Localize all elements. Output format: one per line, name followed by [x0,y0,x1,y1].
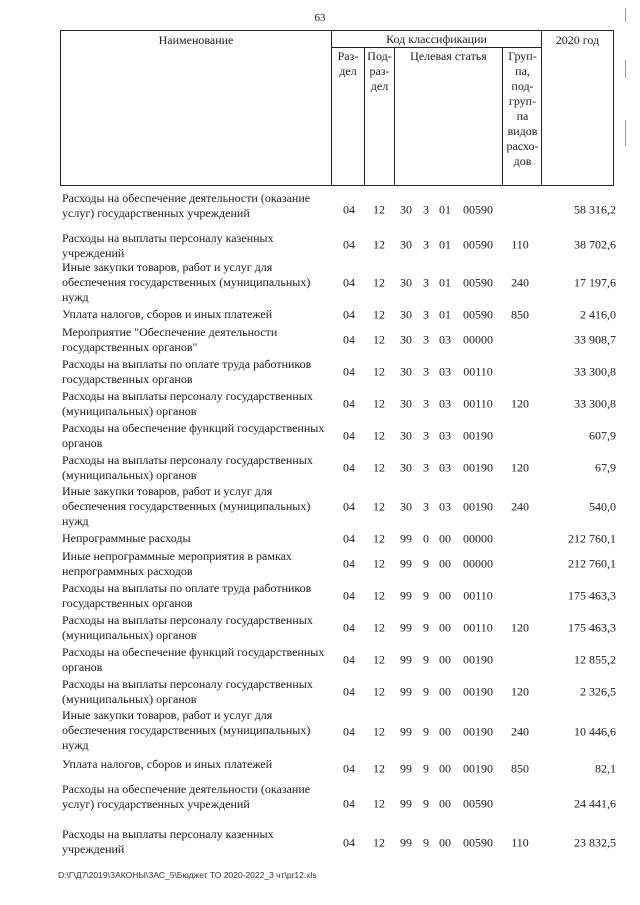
row-code-cs1: 30 [400,364,412,379]
row-code-cs1: 99 [400,588,412,603]
row-code-cs2: 9 [423,588,429,603]
row-amount: 67,9 [595,460,616,475]
row-code-cs3: 03 [439,332,451,347]
row-code-rz: 04 [343,499,355,514]
row-code-cs1: 99 [400,556,412,571]
table-row [60,826,616,860]
row-code-cs4: 00590 [463,237,493,252]
row-code-cs4: 00000 [463,332,493,347]
row-code-cs1: 30 [400,332,412,347]
row-code-cs3: 03 [439,460,451,475]
row-name: Иные закупки товаров, работ и услуг для обеспечения государственных (муниципальных) нужд [62,708,311,752]
row-code-rz: 04 [343,307,355,322]
row-code-cs3: 00 [439,796,451,811]
row-code-cs4: 00590 [463,796,493,811]
row-code-rz: 04 [343,588,355,603]
row-name: Расходы на выплаты персоналу государственных (муниципальных) органов [62,453,313,482]
row-amount: 23 832,5 [574,835,616,850]
row-code-cs3: 00 [439,835,451,850]
row-code-cs1: 99 [400,684,412,699]
row-code-cs3: 01 [439,202,451,217]
table-row [60,190,616,230]
row-code-cs4: 00590 [463,275,493,290]
row-code-cs3: 00 [439,684,451,699]
row-code-cs3: 00 [439,761,451,776]
row-amount: 82,1 [595,761,616,776]
table-row [60,260,616,306]
row-code-cs4: 00110 [463,396,493,411]
row-code-cs3: 00 [439,724,451,739]
header-section-col [332,48,364,185]
header-name-col [61,31,331,185]
row-amount: 175 463,3 [568,620,616,635]
row-amount: 212 760,1 [568,556,616,571]
table-row [60,548,616,580]
row-amount: 24 441,6 [574,796,616,811]
row-code-cs1: 99 [400,652,412,667]
table-row [60,306,616,324]
row-code-cs2: 3 [423,332,429,347]
row-code-cs2: 9 [423,684,429,699]
row-amount: 58 316,2 [574,202,616,217]
row-amount: 2 416,0 [580,307,616,322]
row-name: Расходы на выплаты персоналу государственных (муниципальных) органов [62,613,313,642]
row-code-cs4: 00590 [463,202,493,217]
row-code-pr: 12 [373,588,385,603]
row-code-cs1: 99 [400,835,412,850]
row-code-pr: 12 [373,202,385,217]
table-row [60,708,616,756]
header-target-col [394,48,502,185]
row-code-cs2: 3 [423,202,429,217]
row-code-pr: 12 [373,460,385,475]
row-name: Расходы на выплаты персоналу государственных (муниципальных) органов [62,389,313,418]
row-code-cs3: 00 [439,652,451,667]
page-number: 63 [314,12,326,24]
row-name: Расходы на обеспечение деятельности (оказание услуг) государственных учреждений [62,191,311,220]
row-name: Расходы на обеспечение деятельности (оказание услуг) государственных учреждений [62,782,311,811]
row-code-cs3: 03 [439,396,451,411]
row-code-rz: 04 [343,761,355,776]
row-code-cs4: 00190 [463,724,493,739]
row-code-cs1: 99 [400,796,412,811]
row-code-pr: 12 [373,724,385,739]
row-code-cs3: 01 [439,237,451,252]
row-amount: 607,9 [589,428,616,443]
row-code-cs2: 0 [423,531,429,546]
row-code-rz: 04 [343,237,355,252]
row-code-pr: 12 [373,307,385,322]
row-code-cs4: 00190 [463,499,493,514]
row-code-pr: 12 [373,499,385,514]
row-name: Непрограммные расходы [62,531,191,545]
row-amount: 540,0 [589,499,616,514]
row-code-cs1: 99 [400,724,412,739]
row-code-cs2: 3 [423,237,429,252]
row-code-cs2: 9 [423,761,429,776]
row-name: Расходы на выплаты персоналу государственных (муниципальных) органов [62,677,313,706]
table-row [60,324,616,356]
row-code-rz: 04 [343,724,355,739]
edge-mark [625,120,626,146]
row-code-cs4: 00590 [463,307,493,322]
table-row [60,644,616,676]
row-code-cs1: 30 [400,460,412,475]
row-code-cs4: 00190 [463,460,493,475]
row-code-cs1: 30 [400,237,412,252]
header-expense-group: Груп- па, под- груп- па видов расхо- дов [506,49,539,168]
row-code-vr: 120 [511,684,529,699]
header-subsection: Под- раз- дел [367,49,392,93]
header-year-col [541,31,613,185]
edge-mark [625,60,626,78]
row-code-cs2: 3 [423,499,429,514]
row-code-pr: 12 [373,531,385,546]
table-row [60,484,616,530]
row-code-rz: 04 [343,428,355,443]
row-code-vr: 120 [511,396,529,411]
row-code-cs4: 00000 [463,531,493,546]
row-name: Расходы на выплаты персоналу казенных учреждений [62,827,274,856]
row-code-cs3: 00 [439,588,451,603]
row-code-vr: 850 [511,761,529,776]
row-name: Расходы на выплаты персоналу казенных учреждений [62,231,274,260]
row-code-cs4: 00190 [463,684,493,699]
row-code-vr: 120 [511,620,529,635]
row-name: Иные закупки товаров, работ и услуг для обеспечения государственных (муниципальных) нужд [62,484,311,528]
row-code-cs1: 99 [400,531,412,546]
header-name: Наименование [158,33,234,47]
row-code-cs3: 01 [439,307,451,322]
row-code-cs1: 30 [400,396,412,411]
row-code-vr: 240 [511,275,529,290]
header-year: 2020 год [555,33,600,47]
row-code-rz: 04 [343,202,355,217]
row-code-cs1: 99 [400,620,412,635]
row-name: Расходы на обеспечение функций государственных органов [62,421,325,450]
row-code-pr: 12 [373,761,385,776]
row-code-rz: 04 [343,796,355,811]
row-code-cs4: 00190 [463,652,493,667]
row-code-pr: 12 [373,428,385,443]
header-section: Раз- дел [337,49,359,78]
table-body [60,190,616,860]
row-code-cs3: 00 [439,620,451,635]
table-row [60,756,616,782]
row-code-cs2: 9 [423,620,429,635]
row-amount: 33 300,8 [574,364,616,379]
row-code-cs3: 00 [439,531,451,546]
row-code-pr: 12 [373,275,385,290]
row-code-cs4: 00110 [463,588,493,603]
table-row [60,580,616,612]
row-code-pr: 12 [373,332,385,347]
row-code-cs2: 9 [423,556,429,571]
row-code-vr: 110 [511,237,529,252]
row-code-cs1: 30 [400,499,412,514]
row-code-pr: 12 [373,396,385,411]
row-code-rz: 04 [343,652,355,667]
table-row [60,388,616,420]
row-code-cs2: 9 [423,652,429,667]
row-amount: 12 855,2 [574,652,616,667]
table-row [60,676,616,708]
edge-mark [625,8,626,22]
row-code-cs4: 00590 [463,835,493,850]
row-code-rz: 04 [343,460,355,475]
row-code-cs2: 3 [423,275,429,290]
row-code-cs2: 3 [423,460,429,475]
row-name: Мероприятие "Обеспечение деятельности государственных органов" [62,325,278,354]
row-code-rz: 04 [343,275,355,290]
row-amount: 38 702,6 [574,237,616,252]
row-code-vr: 240 [511,724,529,739]
row-code-rz: 04 [343,396,355,411]
row-amount: 10 446,6 [574,724,616,739]
row-code-cs2: 3 [423,364,429,379]
row-amount: 17 197,6 [574,275,616,290]
row-code-cs1: 30 [400,428,412,443]
row-code-cs3: 01 [439,275,451,290]
row-code-cs2: 9 [423,796,429,811]
row-code-cs1: 30 [400,307,412,322]
row-code-cs2: 3 [423,428,429,443]
header-target-article: Целевая статья [410,49,487,63]
row-code-pr: 12 [373,364,385,379]
row-name: Расходы на выплаты по оплате труда работников государственных органов [62,357,312,386]
row-code-cs4: 00110 [463,620,493,635]
row-name: Уплата налогов, сборов и иных платежей [62,757,273,771]
row-code-cs4: 00190 [463,428,493,443]
row-code-cs3: 03 [439,499,451,514]
table-header [60,30,614,186]
header-subsection-col [364,48,394,185]
row-code-pr: 12 [373,620,385,635]
row-code-cs1: 99 [400,761,412,776]
row-name: Иные закупки товаров, работ и услуг для обеспечения государственных (муниципальных) нужд [62,260,311,304]
row-code-cs2: 3 [423,396,429,411]
header-group-col [502,48,542,185]
row-code-rz: 04 [343,556,355,571]
row-code-cs4: 00110 [463,364,493,379]
row-code-cs4: 00000 [463,556,493,571]
row-code-vr: 120 [511,460,529,475]
table-row [60,530,616,548]
row-code-cs3: 03 [439,428,451,443]
row-code-cs1: 30 [400,202,412,217]
row-code-pr: 12 [373,237,385,252]
table-row [60,452,616,484]
header-classification-col [331,31,541,185]
row-name: Расходы на выплаты по оплате труда работников государственных органов [62,581,312,610]
row-code-rz: 04 [343,684,355,699]
row-code-cs2: 3 [423,307,429,322]
row-code-cs2: 9 [423,835,429,850]
row-amount: 212 760,1 [568,531,616,546]
row-code-rz: 04 [343,620,355,635]
row-name: Расходы на обеспечение функций государственных органов [62,645,325,674]
row-code-rz: 04 [343,835,355,850]
row-amount: 33 300,8 [574,396,616,411]
table-row [60,612,616,644]
row-code-vr: 240 [511,499,529,514]
file-path: D:\Г\Д7\2019\ЗАКОНЫ\ЗАС_5\Бюджет ТО 2020-2022_3 чт\pr12.xls [58,870,317,880]
row-code-pr: 12 [373,684,385,699]
table-row [60,356,616,388]
row-code-vr: 110 [511,835,529,850]
row-code-rz: 04 [343,332,355,347]
row-code-pr: 12 [373,796,385,811]
row-amount: 2 326,5 [580,684,616,699]
row-code-cs3: 00 [439,556,451,571]
header-classification: Код классификации [332,31,541,48]
row-code-cs1: 30 [400,275,412,290]
row-code-pr: 12 [373,556,385,571]
row-code-pr: 12 [373,835,385,850]
row-code-vr: 850 [511,307,529,322]
table-row [60,420,616,452]
row-name: Уплата налогов, сборов и иных платежей [62,307,273,321]
row-code-rz: 04 [343,364,355,379]
row-amount: 33 908,7 [574,332,616,347]
row-code-cs2: 9 [423,724,429,739]
row-code-pr: 12 [373,652,385,667]
table-row [60,230,616,260]
row-code-cs3: 03 [439,364,451,379]
row-code-rz: 04 [343,531,355,546]
table-row [60,782,616,826]
row-name: Иные непрограммные мероприятия в рамках непрограммных расходов [62,549,292,578]
row-amount: 175 463,3 [568,588,616,603]
row-code-cs4: 00190 [463,761,493,776]
